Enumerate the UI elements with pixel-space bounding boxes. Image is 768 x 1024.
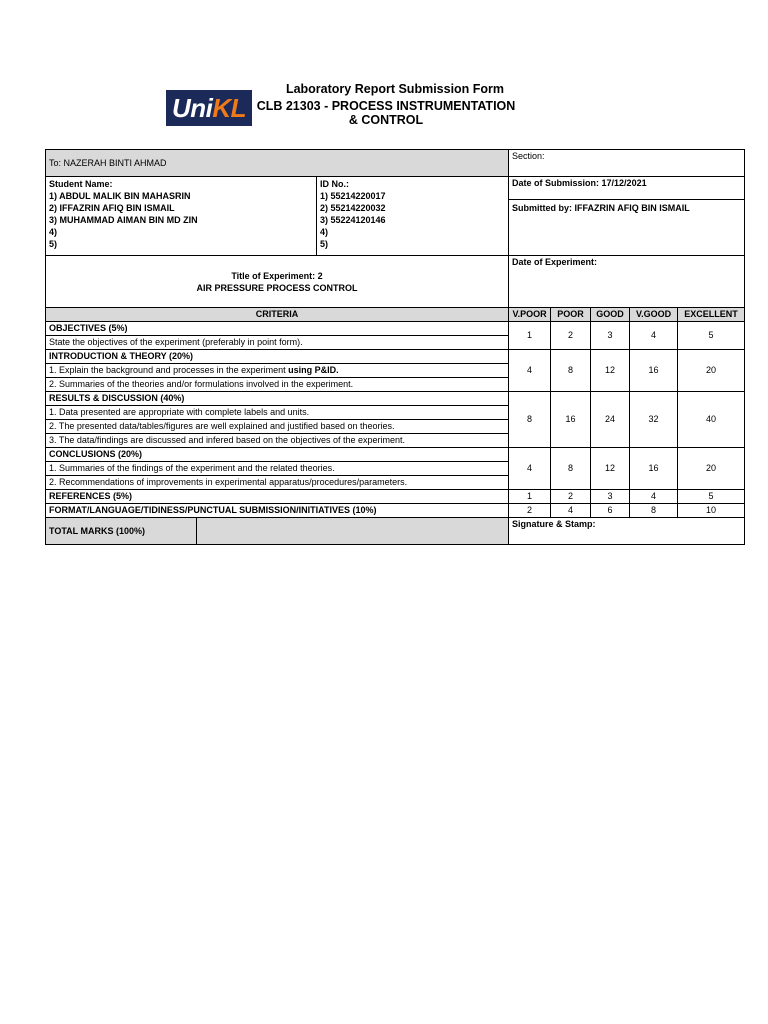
results-score-vpoor: 8 bbox=[509, 392, 551, 448]
scale-vpoor: V.POOR bbox=[509, 308, 551, 322]
scale-vgood: V.GOOD bbox=[630, 308, 678, 322]
total-marks-label: TOTAL MARKS (100%) bbox=[46, 518, 197, 545]
intro-score-excellent: 20 bbox=[678, 350, 745, 392]
student-name-4: 4) bbox=[49, 227, 58, 237]
objectives-title: OBJECTIVES (5%) bbox=[46, 322, 509, 336]
student-name-5: 5) bbox=[49, 239, 58, 249]
id-number-4: 4) bbox=[320, 227, 329, 237]
format-score-good: 6 bbox=[591, 504, 630, 518]
objectives-item-1: State the objectives of the experiment (preferably in point form). bbox=[46, 336, 509, 350]
objectives-score-excellent: 5 bbox=[678, 322, 745, 350]
conclusions-item-2: 2. Recommendations of improvements in experimental apparatus/procedures/parameters. bbox=[46, 476, 509, 490]
student-names-cell bbox=[46, 177, 317, 256]
intro-item-1-bold: using P&ID. bbox=[288, 365, 339, 375]
results-score-poor: 16 bbox=[551, 392, 591, 448]
objectives-score-vgood: 4 bbox=[630, 322, 678, 350]
id-label: ID No.: bbox=[320, 179, 349, 189]
conclusions-score-poor: 8 bbox=[551, 448, 591, 490]
criteria-header: CRITERIA bbox=[46, 308, 509, 322]
student-name-2: 2) IFFAZRIN AFIQ BIN ISMAIL bbox=[49, 203, 175, 213]
conclusions-title-row bbox=[46, 448, 745, 462]
id-number-2: 2) 55214220032 bbox=[320, 203, 386, 213]
references-row bbox=[46, 490, 745, 504]
scale-excellent: EXCELLENT bbox=[678, 308, 745, 322]
form-title: Laboratory Report Submission Form bbox=[285, 82, 505, 96]
intro-score-vpoor: 4 bbox=[509, 350, 551, 392]
total-marks-value[interactable] bbox=[197, 518, 509, 545]
section-field: Section: bbox=[509, 150, 745, 177]
format-score-vpoor: 2 bbox=[509, 504, 551, 518]
results-score-excellent: 40 bbox=[678, 392, 745, 448]
results-item-2: 2. The presented data/tables/figures are well explained and justified based on theories. bbox=[46, 420, 509, 434]
format-score-excellent: 10 bbox=[678, 504, 745, 518]
results-item-3: 3. The data/findings are discussed and infered based on the objectives of the experiment. bbox=[46, 434, 509, 448]
id-number-1: 1) 55214220017 bbox=[320, 191, 386, 201]
student-name-3: 3) MUHAMMAD AIMAN BIN MD ZIN bbox=[49, 215, 198, 225]
id-number-5: 5) bbox=[320, 239, 329, 249]
intro-item-2: 2. Summaries of the theories and/or formulations involved in the experiment. bbox=[46, 378, 509, 392]
conclusions-score-vgood: 16 bbox=[630, 448, 678, 490]
references-score-vgood: 4 bbox=[630, 490, 678, 504]
signature-stamp: Signature & Stamp: bbox=[509, 518, 745, 545]
conclusions-item-1: 1. Summaries of the findings of the experiment and the related theories. bbox=[46, 462, 509, 476]
intro-score-good: 12 bbox=[591, 350, 630, 392]
results-title-row bbox=[46, 392, 745, 406]
date-of-experiment: Date of Experiment: bbox=[509, 256, 745, 308]
logo-uni-text: Uni bbox=[172, 92, 213, 123]
results-item-1: 1. Data presented are appropriate with complete labels and units. bbox=[46, 406, 509, 420]
course-title-line1: CLB 21303 - PROCESS INSTRUMENTATION bbox=[256, 99, 516, 113]
intro-item-1 bbox=[46, 364, 509, 378]
references-title: REFERENCES (5%) bbox=[46, 490, 509, 504]
scale-poor: POOR bbox=[551, 308, 591, 322]
format-score-poor: 4 bbox=[551, 504, 591, 518]
references-score-good: 3 bbox=[591, 490, 630, 504]
id-numbers-cell bbox=[317, 177, 509, 256]
logo-kl-text: KL bbox=[212, 92, 247, 123]
unikl-logo bbox=[166, 90, 252, 126]
student-name-label: Student Name: bbox=[49, 179, 113, 189]
student-name-1: 1) ABDUL MALIK BIN MAHASRIN bbox=[49, 191, 191, 201]
conclusions-score-excellent: 20 bbox=[678, 448, 745, 490]
objectives-score-good: 3 bbox=[591, 322, 630, 350]
format-title: FORMAT/LANGUAGE/TIDINESS/PUNCTUAL SUBMISSION/INITIATIVES (10%) bbox=[46, 504, 509, 518]
to-field: To: NAZERAH BINTI AHMAD bbox=[46, 150, 509, 177]
conclusions-title: CONCLUSIONS (20%) bbox=[46, 448, 509, 462]
objectives-score-vpoor: 1 bbox=[509, 322, 551, 350]
objectives-title-row bbox=[46, 322, 745, 336]
format-row bbox=[46, 504, 745, 518]
experiment-name: AIR PRESSURE PROCESS CONTROL bbox=[196, 282, 358, 293]
intro-title: INTRODUCTION & THEORY (20%) bbox=[46, 350, 509, 364]
experiment-title-label: Title of Experiment: 2 bbox=[231, 270, 323, 281]
id-number-3: 3) 55224120146 bbox=[320, 215, 386, 225]
intro-score-poor: 8 bbox=[551, 350, 591, 392]
submitted-by: Submitted by: IFFAZRIN AFIQ BIN ISMAIL bbox=[509, 200, 745, 256]
intro-item-1-text: 1. Explain the background and processes in the experiment bbox=[49, 365, 289, 375]
criteria-header-row bbox=[46, 308, 745, 322]
experiment-row bbox=[46, 256, 745, 308]
references-score-poor: 2 bbox=[551, 490, 591, 504]
conclusions-score-good: 12 bbox=[591, 448, 630, 490]
form-header bbox=[0, 0, 768, 140]
to-row bbox=[46, 150, 745, 177]
submission-form-table bbox=[45, 149, 745, 545]
scale-good: GOOD bbox=[591, 308, 630, 322]
objectives-score-poor: 2 bbox=[551, 322, 591, 350]
results-title: RESULTS & DISCUSSION (40%) bbox=[46, 392, 509, 406]
total-row bbox=[46, 518, 745, 545]
results-score-good: 24 bbox=[591, 392, 630, 448]
date-of-submission: Date of Submission: 17/12/2021 bbox=[509, 177, 745, 200]
intro-title-row bbox=[46, 350, 745, 364]
format-score-vgood: 8 bbox=[630, 504, 678, 518]
course-title bbox=[250, 99, 522, 127]
results-score-vgood: 32 bbox=[630, 392, 678, 448]
experiment-title-cell bbox=[46, 256, 509, 308]
course-title-line2: & CONTROL bbox=[348, 113, 424, 127]
conclusions-score-vpoor: 4 bbox=[509, 448, 551, 490]
student-row bbox=[46, 177, 745, 200]
references-score-excellent: 5 bbox=[678, 490, 745, 504]
references-score-vpoor: 1 bbox=[509, 490, 551, 504]
intro-score-vgood: 16 bbox=[630, 350, 678, 392]
